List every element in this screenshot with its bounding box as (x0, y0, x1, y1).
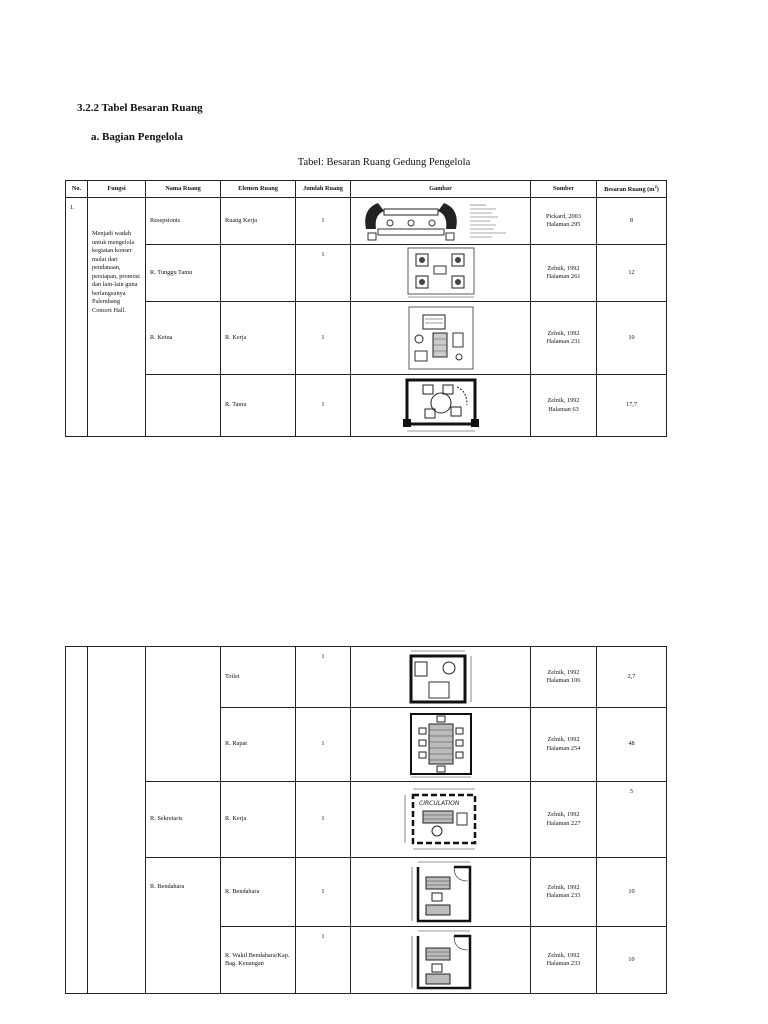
cell-besaran-ruang: 2,7 (597, 647, 667, 708)
cell-no: 1. (66, 198, 88, 437)
cell-elemen-ruang: R. Rapat (221, 708, 296, 782)
cell-gambar (351, 647, 531, 708)
cell-gambar (351, 302, 531, 375)
cell-nama-ruang: R. Sekretaris (146, 782, 221, 858)
header-besaran-ruang: Besaran Ruang $(m^2)$ (597, 181, 667, 198)
cell-elemen-ruang: R. Kerja (221, 302, 296, 375)
header-gambar: Gambar (351, 181, 531, 198)
table-row (66, 198, 667, 245)
header-fungsi: Fungsi (88, 181, 146, 198)
table-row (66, 782, 667, 858)
room-size-table-page-1 (65, 180, 667, 437)
cell-nama-ruang: R. Tunggu Tamu (146, 245, 221, 302)
cell-gambar (351, 782, 531, 858)
cell-gambar (351, 708, 531, 782)
meeting-room-plan-drawing (407, 710, 475, 780)
reception-desk-plan-drawing (356, 199, 526, 243)
waiting-room-plan-drawing (406, 246, 476, 300)
cell-sumber: Zelnik, 1992 Halaman 261 (531, 245, 597, 302)
cell-gambar (351, 858, 531, 927)
cell-gambar (351, 198, 531, 245)
cell-besaran-ruang: 10 (597, 927, 667, 994)
cell-nama-ruang (146, 375, 221, 437)
cell-besaran-ruang: 17,7 (597, 375, 667, 437)
cell-gambar (351, 245, 531, 302)
header-sumber: Sumber (531, 181, 597, 198)
vice-treasurer-office-plan-drawing (406, 928, 476, 992)
cell-elemen-ruang (221, 245, 296, 302)
cell-besaran-ruang: 10 (597, 858, 667, 927)
header-elemen-ruang: Elemen Ruang (221, 181, 296, 198)
cell-nama-ruang (146, 647, 221, 782)
table-header-row (66, 181, 667, 198)
cell-besaran-ruang: 8 (597, 198, 667, 245)
header-jumlah-ruang: Jumlah Ruang (296, 181, 351, 198)
cell-jumlah-ruang: 1 (296, 198, 351, 245)
cell-elemen-ruang: R. Bendahara (221, 858, 296, 927)
cell-nama-ruang: Resepsionis (146, 198, 221, 245)
cell-elemen-ruang: R. Tamu (221, 375, 296, 437)
cell-besaran-ruang: 12 (597, 245, 667, 302)
treasurer-office-plan-drawing (406, 859, 476, 925)
cell-sumber: Pickard, 2003 Halaman 295 (531, 198, 597, 245)
cell-elemen-ruang: R. Kerja (221, 782, 296, 858)
table-row (66, 302, 667, 375)
cell-jumlah-ruang: 1 (296, 302, 351, 375)
cell-jumlah-ruang: 1 (296, 927, 351, 994)
cell-fungsi (88, 647, 146, 994)
cell-sumber: Zelnik, 1992 Halaman 254 (531, 708, 597, 782)
cell-jumlah-ruang: 1 (296, 858, 351, 927)
cell-jumlah-ruang: 1 (296, 647, 351, 708)
cell-nama-ruang: R. Bendahara (146, 858, 221, 994)
toilet-plan-drawing (403, 648, 479, 706)
cell-jumlah-ruang: 1 (296, 375, 351, 437)
table-row (66, 858, 667, 927)
cell-sumber: Zelnik, 1992 Halaman 63 (531, 375, 597, 437)
cell-jumlah-ruang: 1 (296, 708, 351, 782)
chairman-office-plan-drawing (405, 303, 477, 373)
cell-sumber: Zelnik, 1992 Halaman 231 (531, 302, 597, 375)
cell-besaran-ruang: 10 (597, 302, 667, 375)
cell-jumlah-ruang: 1 (296, 782, 351, 858)
cell-besaran-ruang: 5 (597, 782, 667, 858)
cell-sumber: Zelnik, 1992 Halaman 233 (531, 927, 597, 994)
header-nama-ruang: Nama Ruang (146, 181, 221, 198)
cell-jumlah-ruang: 1 (296, 245, 351, 302)
section-heading: 3.2.2 Tabel Besaran Ruang (77, 102, 203, 114)
room-size-table-page-2 (65, 646, 667, 994)
cell-gambar (351, 375, 531, 437)
cell-gambar (351, 927, 531, 994)
cell-sumber: Zelnik, 1992 Halaman 233 (531, 858, 597, 927)
table-row (66, 245, 667, 302)
cell-sumber: Zelnik, 1992 Halaman 227 (531, 782, 597, 858)
table-row (66, 375, 667, 437)
cell-no (66, 647, 88, 994)
cell-nama-ruang: R. Ketua (146, 302, 221, 375)
cell-sumber: Zelnik, 1992 Halaman 106 (531, 647, 597, 708)
header-no: No. (66, 181, 88, 198)
cell-elemen-ruang: Ruang Kerja (221, 198, 296, 245)
cell-fungsi: Menjadi wadah untuk mengelola kegiatan konser mulai dari pendanaan, persiapan, promosi dan lain-lain guna berlangsunya Palembang Concert Hall. (88, 198, 146, 437)
subsection-heading: a. Bagian Pengelola (91, 131, 183, 143)
cell-elemen-ruang: R. Wakil Bendahara/Kap. Bag. Keuangan (221, 927, 296, 994)
cell-besaran-ruang: 48 (597, 708, 667, 782)
table-caption: Tabel: Besaran Ruang Gedung Pengelola (297, 157, 471, 168)
table-row (66, 647, 667, 708)
cell-elemen-ruang: Toilet (221, 647, 296, 708)
guest-room-plan-drawing (401, 377, 481, 435)
secretary-office-plan-drawing (401, 785, 481, 855)
circulation-label: CIRCULATION (418, 799, 459, 807)
